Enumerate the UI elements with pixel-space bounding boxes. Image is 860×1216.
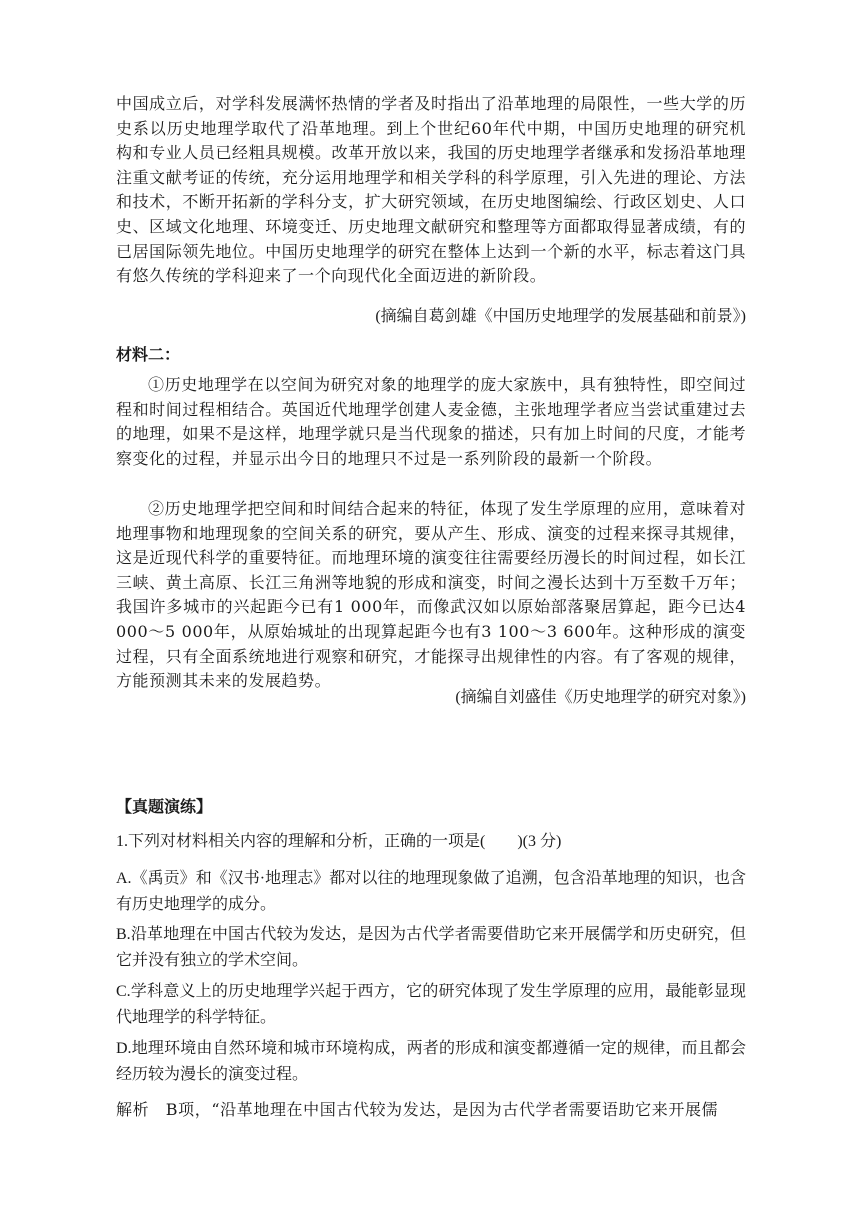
practice-heading: 【真题演练】 [116,797,213,816]
material-2-paragraph-2: ②历史地理学把空间和时间结合起来的特征，体现了发生学原理的应用，意味着对地理事物和地理现象的空间关系的研究，要从产生、形成、演变的过程来探寻其规律，这是近现代科学的重要特征。而地理环境的演变往往需要经历漫长的时间过程，如长江三峡、黄土高原、长江三角洲等地貌的形成和演变，时间之漫长达到十万至数千万年；我国许多城市的兴起距今已有1 000年，而像武汉如以原始部落聚居算起，距今已达4 000～5 000年，从原始城址的出现算起距今也有3 100～3 600年。这种形成的演变过程，只有全面系统地进行观察和研究，才能探寻出规律性的内容。有了客观的规律，方能预测其未来的发展趋势。 [116,499,746,691]
question-stem: 1.下列对材料相关内容的理解和分析，正确的一项是( )(3 分) [116,833,562,850]
material-2-paragraph-2-wrap [116,497,746,694]
option-d: D.地理环境由自然环境和城市环境构成，两者的形成和演变都遵循一定的规律，而且都会经历较为漫长的演变过程。 [116,1040,746,1083]
material-1-paragraph: 中国成立后，对学科发展满怀热情的学者及时指出了沿革地理的局限性，一些大学的历史系以历史地理学取代了沿革地理。到上个世纪60年代中期，中国历史地理的研究机构和专业人员已经粗具规模。改革开放以来，我国的历史地理学者继承和发扬沿革地理注重文献考证的传统，充分运用地理学和相关学科的科学原理，引入先进的理论、方法和技术，不断开拓新的学科分支，扩大研究领域，在历史地图编绘、行政区划史、人口史、区域文化地理、环境变迁、历史地理文献研究和整理等方面都取得显著成绩，有的已居国际领先地位。中国历史地理学的研究在整体上达到一个新的水平，标志着这门具有悠久传统的学科迎来了一个向现代化全面迈进的新阶段。 [116,94,746,286]
practice-heading-wrap [116,794,746,817]
material-1-section [116,92,746,289]
material-2-paragraph-1: ①历史地理学在以空间为研究对象的地理学的庞大家族中，具有独特性，即空间过程和时间过程相结合。英国近代地理学创建人麦金德，主张地理学者应当尝试重建过去的地理，如果不是这样，地理学就只是当代现象的描述，只有加上时间的尺度，才能考察变化的过程，并显示出今日的地理只不过是一系列阶段的最新一个阶段。 [116,375,746,468]
material-1-source: (摘编自葛剑雄《中国历史地理学的发展基础和前景》) [375,308,746,325]
option-a: A.《禹贡》和《汉书·地理志》都对以往的地理现象做了追溯，包含沿革地理的知识，也含有历史地理学的成分。 [116,870,746,913]
material-2-heading-wrap [116,342,746,365]
material-2-heading: 材料二： [116,345,181,364]
option-b: B.沿革地理在中国古代较为发达，是因为古代学者需要借助它来开展儒学和历史研究，但它并没有独立的学术空间。 [116,926,746,969]
option-c: C.学科意义上的历史地理学兴起于西方，它的研究体现了发生学原理的应用，最能彰显现代地理学的科学特征。 [116,983,746,1026]
analysis-text: 解析 B项，“沿革地理在中国古代较为发达，是因为古代学者需要语助它来开展儒 [116,1100,719,1119]
material-2-source: (摘编自刘盛佳《历史地理学的研究对象》) [455,689,746,706]
material-2-paragraph-1-wrap [116,373,746,471]
